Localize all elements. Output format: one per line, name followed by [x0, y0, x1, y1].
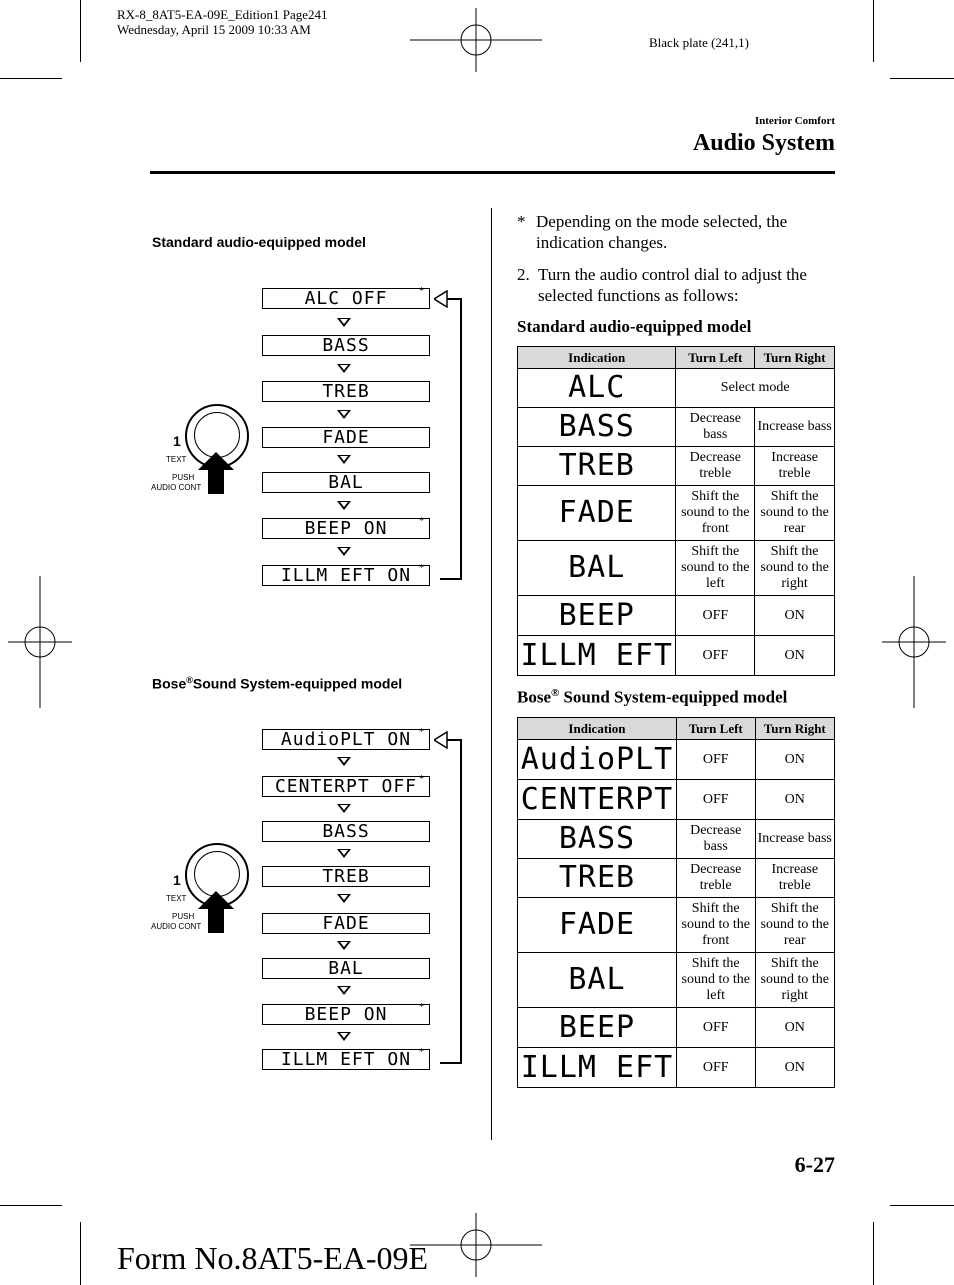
lcd-text: BEEP ON	[304, 1004, 388, 1025]
table-row	[518, 447, 835, 486]
std-table-heading: Standard audio-equipped model	[517, 317, 752, 336]
table-row	[518, 369, 835, 408]
turn-right-cell: ON	[755, 636, 835, 676]
form-number: Form No.8AT5-EA-09E	[117, 1240, 429, 1276]
print-header-file: RX-8_8AT5-EA-09E_Edition1 Page241	[117, 7, 328, 22]
indication-cell: BASS	[518, 408, 676, 447]
lcd-text: BASS	[322, 821, 370, 842]
lcd-display	[262, 565, 430, 586]
indication-cell: BEEP	[518, 1008, 677, 1048]
header-rule	[150, 171, 835, 174]
indication-cell: BEEP	[518, 596, 676, 636]
lcd-display	[262, 729, 430, 750]
knob-name-label: AUDIO CONT	[151, 483, 202, 492]
col-turn-left: Turn Left	[676, 347, 755, 369]
footnote-star: *	[419, 563, 425, 574]
footnote-star: *	[419, 727, 425, 738]
table-row	[518, 408, 835, 447]
lcd-text: ILLM EFT ON	[280, 1049, 412, 1070]
print-header-plate: Black plate (241,1)	[649, 35, 749, 50]
crop-mark	[80, 0, 81, 62]
knob-number: 1	[173, 872, 181, 888]
turn-left-cell: OFF	[676, 1008, 755, 1048]
indication-cell: ILLM EFT	[518, 1048, 677, 1088]
arrow-left-icon	[434, 290, 448, 308]
col-indication: Indication	[518, 718, 677, 740]
bose-model-label: Bose®Sound System-equipped model	[152, 675, 403, 692]
table-row	[518, 953, 835, 1008]
turn-right-cell: ON	[755, 780, 834, 820]
indication-cell: ALC	[518, 369, 676, 408]
registration-mark-bottom	[410, 1213, 542, 1277]
turn-left-cell: Shift the sound to the left	[676, 953, 755, 1008]
lcd-text: TREB	[322, 381, 370, 402]
bose-table-heading: Bose® Sound System-equipped model	[517, 687, 788, 707]
turn-right-cell: Shift the sound to the rear	[755, 898, 834, 953]
crop-mark	[80, 1222, 81, 1285]
turn-left-cell: OFF	[676, 596, 755, 636]
lcd-text: FADE	[322, 913, 370, 934]
turn-right-cell: ON	[755, 596, 835, 636]
turn-left-cell: Select mode	[676, 369, 835, 408]
turn-right-cell: Increase treble	[755, 447, 835, 486]
table-row	[518, 740, 835, 780]
footnote-star: *	[419, 1047, 425, 1058]
table-row	[518, 541, 835, 596]
turn-right-cell: ON	[755, 740, 834, 780]
indication-cell: TREB	[518, 447, 676, 486]
table-row	[518, 486, 835, 541]
lcd-text: FADE	[322, 427, 370, 448]
arrow-down-icon	[337, 804, 351, 813]
lcd-text: CENTERPT OFF	[274, 776, 418, 797]
lcd-display	[262, 335, 430, 356]
page-number: 6-27	[794, 1152, 835, 1177]
col-turn-right: Turn Right	[755, 718, 834, 740]
crop-mark	[0, 1205, 62, 1206]
lcd-display	[262, 913, 430, 934]
lcd-text: BAL	[328, 958, 364, 979]
table-row	[518, 636, 835, 676]
arrow-down-icon	[337, 849, 351, 858]
turn-left-cell: Shift the sound to the front	[676, 486, 755, 541]
turn-right-cell: Increase bass	[755, 408, 835, 447]
footnote-text: Depending on the mode selected, the indication changes.	[536, 212, 788, 252]
indication-cell: AudioPLT	[518, 740, 677, 780]
crop-mark	[890, 1205, 954, 1206]
table-row	[518, 596, 835, 636]
arrow-down-icon	[337, 894, 351, 903]
turn-right-cell: Shift the sound to the rear	[755, 486, 835, 541]
knob-push-label: PUSH	[172, 473, 195, 482]
turn-left-cell: OFF	[676, 780, 755, 820]
turn-right-cell: Shift the sound to the right	[755, 953, 834, 1008]
lcd-text: ALC OFF	[304, 288, 388, 309]
arrow-down-icon	[337, 547, 351, 556]
arrow-down-icon	[337, 1032, 351, 1041]
indication-cell: BAL	[518, 953, 677, 1008]
table-row	[518, 780, 835, 820]
crop-mark	[873, 0, 874, 62]
cycle-return-line	[440, 298, 462, 580]
table-row	[518, 1008, 835, 1048]
indication-cell: FADE	[518, 898, 677, 953]
turn-right-cell: ON	[755, 1008, 834, 1048]
arrow-down-icon	[337, 757, 351, 766]
indication-cell: BAL	[518, 541, 676, 596]
step-number: 2.	[517, 265, 530, 284]
crop-mark	[890, 78, 954, 79]
table-row	[518, 1048, 835, 1088]
lcd-text: AudioPLT ON	[280, 729, 412, 750]
indication-cell: BASS	[518, 820, 677, 859]
col-turn-left: Turn Left	[676, 718, 755, 740]
table-row	[518, 820, 835, 859]
turn-right-cell: ON	[755, 1048, 834, 1088]
footnote-star-mark: *	[517, 212, 526, 231]
registration-mark-left	[8, 576, 72, 708]
push-arrow-icon	[196, 450, 236, 496]
push-arrow-icon	[196, 889, 236, 935]
table-row	[518, 898, 835, 953]
lcd-display	[262, 288, 430, 309]
std-adjust-table	[517, 346, 835, 676]
section-label: Interior Comfort	[754, 115, 835, 127]
page-title: Audio System	[692, 130, 835, 156]
table-row	[518, 859, 835, 898]
indication-cell: FADE	[518, 486, 676, 541]
registration-mark-right	[882, 576, 946, 708]
lcd-display	[262, 518, 430, 539]
turn-left-cell: Shift the sound to the left	[676, 541, 755, 596]
arrow-left-icon	[434, 731, 448, 749]
lcd-text: BEEP ON	[304, 518, 388, 539]
turn-right-cell: Shift the sound to the right	[755, 541, 835, 596]
col-turn-right: Turn Right	[755, 347, 835, 369]
lcd-display	[262, 1004, 430, 1025]
turn-left-cell: Shift the sound to the front	[676, 898, 755, 953]
lcd-display	[262, 776, 430, 797]
col-indication: Indication	[518, 347, 676, 369]
arrow-down-icon	[337, 364, 351, 373]
footnote-star: *	[419, 516, 425, 527]
lcd-display	[262, 958, 430, 979]
arrow-down-icon	[337, 455, 351, 464]
turn-left-cell: OFF	[676, 1048, 755, 1088]
lcd-display	[262, 427, 430, 448]
column-divider	[491, 208, 492, 1140]
lcd-display	[262, 866, 430, 887]
knob-push-label: PUSH	[172, 912, 195, 921]
crop-mark	[0, 78, 62, 79]
step-text: Turn the audio control dial to adjust the selected functions as follows:	[538, 265, 807, 305]
footnote-star: *	[419, 1002, 425, 1013]
lcd-display	[262, 821, 430, 842]
bose-adjust-table	[517, 717, 835, 1088]
knob-number: 1	[173, 433, 181, 449]
indication-cell: ILLM EFT	[518, 636, 676, 676]
cycle-return-line	[440, 739, 462, 1064]
turn-left-cell: Decrease treble	[676, 859, 755, 898]
lcd-text: BASS	[322, 335, 370, 356]
registration-mark-top	[410, 8, 542, 72]
knob-name-label: AUDIO CONT	[151, 922, 202, 931]
footnote-star: *	[419, 774, 425, 785]
lcd-text: ILLM EFT ON	[280, 565, 412, 586]
lcd-text: BAL	[328, 472, 364, 493]
lcd-display	[262, 381, 430, 402]
turn-left-cell: OFF	[676, 740, 755, 780]
indication-cell: CENTERPT	[518, 780, 677, 820]
knob-text-label: TEXT	[166, 455, 187, 464]
arrow-down-icon	[337, 318, 351, 327]
table-header-row	[518, 347, 835, 369]
turn-left-cell: Decrease treble	[676, 447, 755, 486]
lcd-display	[262, 1049, 430, 1070]
lcd-display	[262, 472, 430, 493]
arrow-down-icon	[337, 986, 351, 995]
table-header-row	[518, 718, 835, 740]
lcd-text: TREB	[322, 866, 370, 887]
std-model-label: Standard audio-equipped model	[152, 234, 366, 250]
turn-right-cell: Increase bass	[755, 820, 834, 859]
turn-left-cell: Decrease bass	[676, 820, 755, 859]
print-header-date: Wednesday, April 15 2009 10:33 AM	[117, 22, 311, 37]
turn-right-cell: Increase treble	[755, 859, 834, 898]
arrow-down-icon	[337, 941, 351, 950]
footnote-star: *	[419, 286, 425, 297]
turn-left-cell: Decrease bass	[676, 408, 755, 447]
knob-text-label: TEXT	[166, 894, 187, 903]
indication-cell: TREB	[518, 859, 677, 898]
crop-mark	[873, 1222, 874, 1285]
arrow-down-icon	[337, 501, 351, 510]
arrow-down-icon	[337, 410, 351, 419]
turn-left-cell: OFF	[676, 636, 755, 676]
